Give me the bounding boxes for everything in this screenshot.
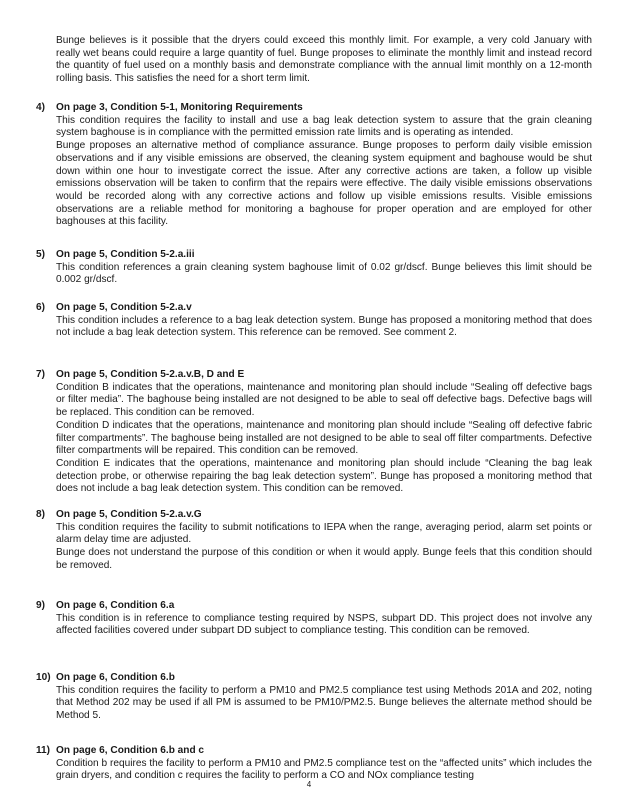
item-body [56,115,592,229]
item-paragraph: Condition B indicates that the operations, maintenance and monitoring plan should include “Sealing off defective bags or filter media”. The baghouse being installed are not designed to be able to seal off defective bags. Defective bags will be replaced. This condition can be removed. [56,381,592,419]
item-heading: On page 6, Condition 6.b [56,672,175,683]
item-paragraph: Bunge proposes an alternative method of compliance assurance. Bunge proposes to perform daily visible emission observations and if any visible emissions are observed, the cleaning system equipment and baghouse would be shut down within one hour to investigate correct the issue. After any corrective actions are taken, a follow up visible emissions observation will be taken to confirm that the repairs were effective. The daily visible emissions observations would be recorded along with any corrective actions and follow up visible emissions results. Visible emissions observations are a reliable method for monitoring a baghouse for proper operation and are employed for other baghouses at this facility. [56,140,592,228]
comment-item [36,509,592,573]
intro-paragraph [56,35,592,86]
item-number: 5) [36,249,45,260]
item-body [56,315,592,340]
item-heading: On page 6, Condition 6.a [56,600,175,611]
item-body [56,522,592,573]
item-paragraph: This condition requires the facility to perform a PM10 and PM2.5 compliance test using Methods 201A and 202, noting that Method 202 may be used if all PM is assumed to be PM10/PM2.5. Bunge believes the alternate method should be Method 5. [56,684,592,722]
item-number: 7) [36,369,45,380]
item-body [56,685,592,723]
item-number: 9) [36,600,45,611]
comment-item [36,672,592,723]
item-paragraph: This condition requires the facility to install and use a bag leak detection system to assure that the grain cleaning system baghouse is in compliance with the permitted emission rate limits and is operating as intended. [56,114,592,139]
item-heading: On page 5, Condition 5-2.a.v.B, D and E [56,369,245,380]
page-number: 4 [306,780,312,789]
comment-item [36,745,592,783]
item-paragraph: This condition is in reference to compliance testing required by NSPS, subpart DD. This project does not involve any affected facilities covered under subpart DD subject to compliance testing. This condition can be removed. [56,612,592,637]
item-number: 8) [36,509,45,520]
comment-item [36,369,592,496]
item-number: 4) [36,102,45,113]
comment-item [36,102,592,229]
item-paragraph: Condition b requires the facility to perform a PM10 and PM2.5 compliance test on the “affected units” which includes the grain dryers, and condition c requires the facility to perform a CO and NOx compliance testing [56,757,592,782]
comment-item [36,249,592,287]
item-number: 10) [36,672,51,683]
item-heading: On page 6, Condition 6.b and c [56,745,205,756]
item-heading: On page 5, Condition 5-2.a.iii [56,249,195,260]
item-number: 6) [36,302,45,313]
item-paragraph: This condition requires the facility to submit notifications to IEPA when the range, averaging period, alarm set points or alarm delay time are adjusted. [56,521,592,546]
item-paragraph: Bunge does not understand the purpose of this condition or when it would apply. Bunge feels that this condition should be removed. [56,547,592,571]
item-heading: On page 5, Condition 5-2.a.v.G [56,509,202,520]
item-paragraph: Condition E indicates that the operations, maintenance and monitoring plan should include “Cleaning the bag leak detection probe, or otherwise repairing the bag leak detection system”. Bunge has proposed a monitoring method that does not include a bag leak detection system. This condition can be removed. [56,457,592,495]
intro-text: Bunge believes is it possible that the dryers could exceed this monthly limit. For example, a very cold January with really wet beans could require a large quantity of fuel. Bunge proposes to eliminate the monthly limit and instead record the quantity of fuel used on a monthly basis and demonstrate compliance with the annual limit monthly on a 12-month rolling basis. This satisfies the need for a short term limit. [56,35,592,85]
item-paragraph: This condition references a grain cleaning system baghouse limit of 0.02 gr/dscf. Bunge believes this limit should be 0.002 gr/dscf. [56,261,592,286]
item-body [56,262,592,287]
comment-item [36,302,592,340]
item-body [56,382,592,496]
item-number: 11) [36,745,51,756]
item-paragraph: Condition D indicates that the operations, maintenance and monitoring plan should include “Sealing off defective fabric filter compartments”. The baghouse being installed are not designed to be able to seal off filter compartments. Defective filter compartments will be repaired. This condition can be removed. [56,419,592,457]
item-paragraph: This condition includes a reference to a bag leak detection system. Bunge has proposed a monitoring method that does not include a bag leak detection system. This reference can be removed. See comment 2. [56,314,592,339]
item-heading: On page 3, Condition 5-1, Monitoring Requirements [56,102,303,113]
item-heading: On page 5, Condition 5-2.a.v [56,302,192,313]
item-body [56,613,592,638]
comment-item [36,600,592,638]
